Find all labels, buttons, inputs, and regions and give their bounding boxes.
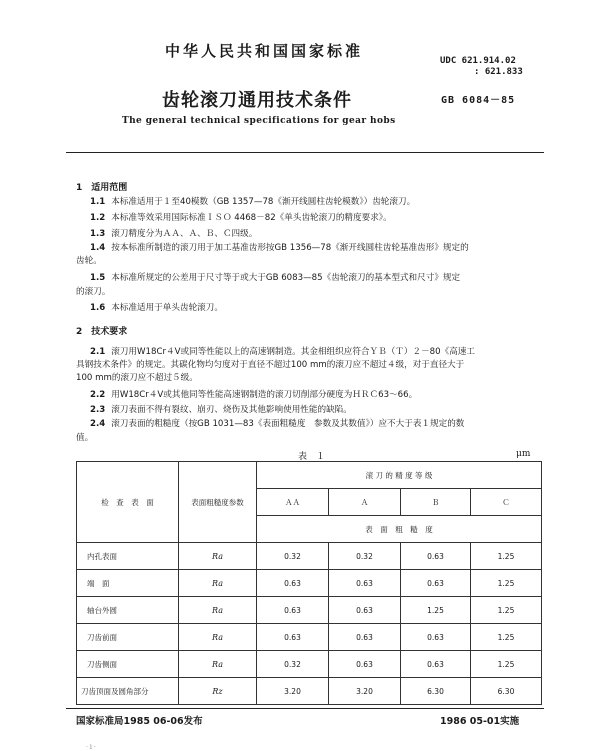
clause-text: 滚刀表面不得有裂纹、崩刃、烧伤及其他影响使用性能的缺陷。	[111, 405, 352, 415]
row-surface: 刀齿顶面及圆角部分	[77, 678, 179, 705]
table-row	[77, 651, 542, 678]
clause-text: 用W18Cr４V或其他同等性能高速钢制造的滚刀切削部分硬度为ＨＲＣ63～66。	[111, 390, 418, 400]
clause-number: 1.6	[90, 303, 106, 313]
row-param: Ra	[179, 570, 257, 597]
row-value: 0.63	[257, 597, 329, 624]
document-title: 齿轮滚刀通用技术条件	[162, 90, 352, 111]
row-value: 3.20	[257, 678, 329, 705]
clause-text: 本标准适用于１至40模数（GB 1357—78《渐开线圆柱齿轮模数》）齿轮滚刀。	[111, 197, 416, 207]
effective-date: 1986 05-01实施	[440, 716, 520, 727]
clause-2-1	[90, 346, 475, 358]
row-surface: 内孔表面	[77, 543, 179, 570]
english-title: The general technical specifications for gear hobs	[122, 116, 396, 126]
table-row	[77, 678, 542, 705]
row-param: Ra	[179, 651, 257, 678]
row-surface: 端 面	[77, 570, 179, 597]
clause-text: 滚刀精度分为ＡＡ、Ａ、Ｂ、Ｃ四级。	[111, 229, 258, 239]
row-param: Ra	[179, 543, 257, 570]
clause-2-2	[90, 389, 417, 401]
grade-c: Ｃ	[471, 489, 542, 516]
clause-1-3	[90, 228, 257, 240]
clause-number: 2.4	[90, 419, 106, 429]
row-value: 1.25	[401, 597, 471, 624]
section-2-heading: 2 技术要求	[76, 327, 128, 337]
national-standard-heading: 中华人民共和国国家标准	[165, 42, 364, 60]
grade-b: Ｂ	[401, 489, 471, 516]
udc-code	[440, 56, 523, 78]
row-value: 6.30	[401, 678, 471, 705]
clause-1-4	[90, 242, 469, 254]
row-value: 3.20	[329, 678, 401, 705]
clause-number: 1.2	[90, 213, 106, 223]
table-caption: 表 １	[298, 452, 326, 462]
clause-number: 1.4	[90, 243, 106, 253]
table-row	[77, 624, 542, 651]
clause-number: 1.1	[90, 197, 106, 207]
clause-1-5-continuation: 的滚刀。	[76, 287, 111, 297]
clause-1-5	[90, 272, 460, 284]
udc-line-1: UDC 621.914.02	[440, 56, 516, 66]
clause-2-4-continuation: 值。	[76, 433, 94, 443]
row-value: 0.63	[257, 624, 329, 651]
section-1-heading: 1 适用范围	[76, 183, 128, 193]
header-grade: 滚 刀 的 精 度 等 级	[257, 462, 542, 489]
row-value: 0.63	[329, 651, 401, 678]
roughness-table	[76, 461, 542, 705]
issue-date: 国家标准局1985 06-06发布	[76, 716, 203, 727]
row-value: 0.32	[257, 543, 329, 570]
header-divider	[66, 152, 544, 153]
row-value: 0.32	[257, 651, 329, 678]
row-value: 1.25	[471, 597, 542, 624]
clause-number: 2.3	[90, 405, 106, 415]
row-value: 0.63	[329, 570, 401, 597]
clause-1-2	[90, 212, 392, 224]
row-surface: 刀齿侧面	[77, 651, 179, 678]
row-value: 0.63	[257, 570, 329, 597]
row-value: 0.63	[401, 543, 471, 570]
clause-text: 滚刀表面的粗糙度（按GB 1031—83《表面粗糙度 参数及其数值》）应不大于表１规定的数	[111, 419, 465, 429]
row-value: 0.63	[329, 597, 401, 624]
clause-number: 1.3	[90, 229, 106, 239]
clause-2-1-continuation-2: 100 mm的滚刀应不超过５级。	[76, 373, 198, 383]
table-unit: μm	[516, 449, 531, 459]
clause-1-6	[90, 302, 223, 314]
clause-text: 滚刀用W18Cr４V或同等性能以上的高速钢制造。其金相组织应符合ＹＢ（Ｔ）２－80《高速工	[111, 347, 475, 357]
header-surface: 检 查 表 面	[77, 462, 179, 543]
row-param: Ra	[179, 597, 257, 624]
row-value: 1.25	[471, 543, 542, 570]
clause-number: 2.1	[90, 347, 106, 357]
clause-2-1-continuation: 具钢技术条件》的规定。其碳化物均匀度对于直径不超过100 mm的滚刀应不超过４级，对于直径大于	[76, 360, 465, 370]
udc-line-2: : 621.833	[474, 67, 523, 77]
page-number: ·１·	[86, 744, 96, 751]
footer-divider	[66, 708, 544, 709]
clause-1-1	[90, 196, 415, 208]
clause-2-4	[90, 418, 464, 430]
row-surface: 轴台外圆	[77, 597, 179, 624]
row-value: 0.63	[329, 624, 401, 651]
grade-aa: ＡＡ	[257, 489, 329, 516]
row-value: 6.30	[471, 678, 542, 705]
clause-1-4-continuation: 齿轮。	[76, 256, 102, 266]
clause-number: 1.5	[90, 273, 106, 283]
clause-text: 按本标准所制造的滚刀用于加工基准齿形按GB 1356—78《渐开线圆柱齿轮基准齿形》规定的	[111, 243, 469, 253]
clause-number: 2.2	[90, 390, 106, 400]
row-param: Rz	[179, 678, 257, 705]
row-value: 1.25	[471, 651, 542, 678]
grade-a: Ａ	[329, 489, 401, 516]
clause-2-3	[90, 404, 352, 416]
clause-text: 本标准适用于单头齿轮滚刀。	[111, 303, 223, 313]
row-value: 1.25	[471, 570, 542, 597]
table-row	[77, 543, 542, 570]
row-surface: 刀齿前面	[77, 624, 179, 651]
row-value: 1.25	[471, 624, 542, 651]
row-param: Ra	[179, 624, 257, 651]
table-row	[77, 597, 542, 624]
table-row	[77, 570, 542, 597]
header-param: 表面粗糙度参数	[179, 462, 257, 543]
row-value: 0.63	[401, 624, 471, 651]
clause-text: 本标准所规定的公差用于尺寸等于或大于GB 6083—85《齿轮滚刀的基本型式和尺寸》规定	[111, 273, 461, 283]
gb-standard-code: GB 6084－85	[441, 95, 516, 106]
row-value: 0.32	[329, 543, 401, 570]
header-roughness: 表 面 粗 糙 度	[257, 516, 542, 543]
clause-text: 本标准等效采用国际标准ＩＳＯ 4468－82《单头齿轮滚刀的精度要求》。	[111, 213, 392, 223]
row-value: 0.63	[401, 570, 471, 597]
row-value: 0.63	[401, 651, 471, 678]
